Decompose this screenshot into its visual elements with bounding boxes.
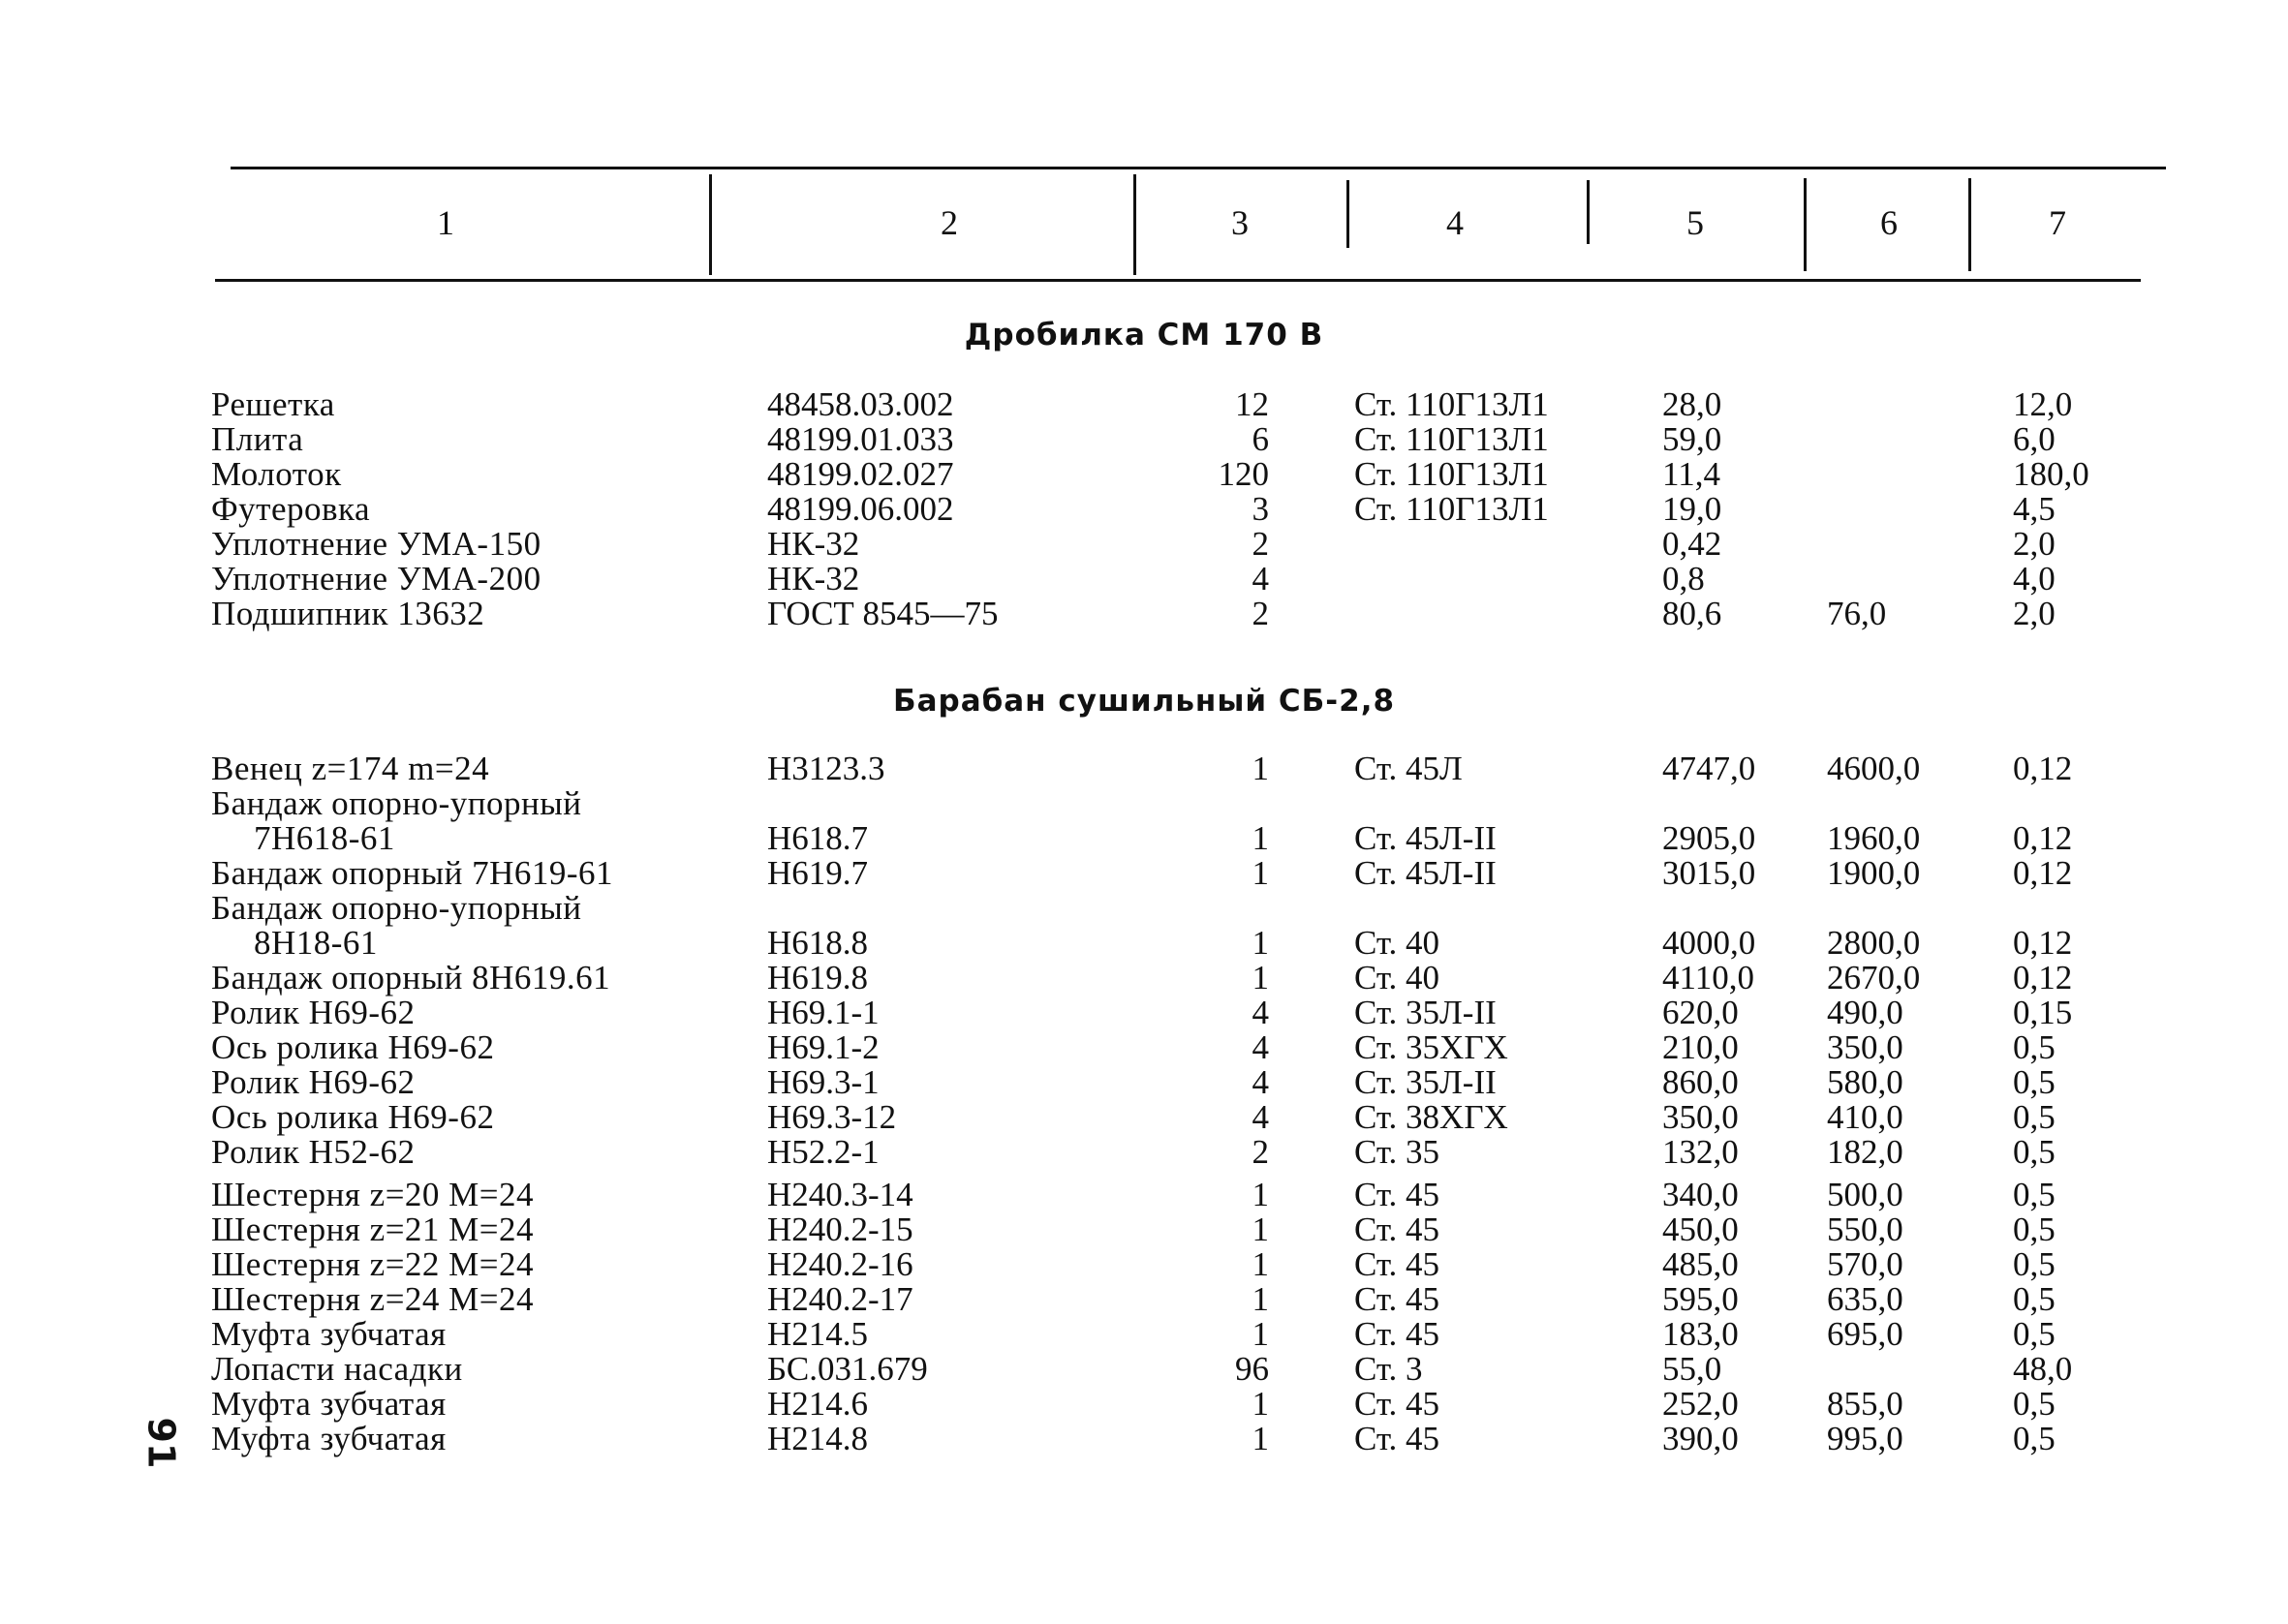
header-separator: [1346, 180, 1349, 248]
mass-cell: 450,0: [1662, 1210, 1739, 1248]
mass-cell: 183,0: [1662, 1315, 1739, 1353]
drawing-number-cell: Н69.1-2: [767, 1028, 880, 1066]
value-col-7-cell: 0,12: [2013, 854, 2073, 892]
drawing-number-cell: 48199.06.002: [767, 490, 954, 528]
table-row: [0, 1282, 2288, 1317]
value-col-7-cell: 6,0: [2013, 420, 2056, 458]
value-col-7-cell: 0,5: [2013, 1420, 2056, 1457]
mass-cell: 55,0: [1662, 1350, 1722, 1388]
quantity-cell: 1: [1252, 1245, 1269, 1283]
table-row: [0, 821, 2288, 856]
drawing-number-cell: Н618.7: [767, 819, 869, 857]
mass-cell: 340,0: [1662, 1176, 1739, 1213]
value-col-6-cell: 855,0: [1827, 1385, 1903, 1423]
table-row: [0, 422, 2288, 457]
quantity-cell: 1: [1252, 854, 1269, 892]
value-col-6-cell: 695,0: [1827, 1315, 1903, 1353]
drawing-number-cell: Н69.3-1: [767, 1063, 880, 1101]
mass-cell: 620,0: [1662, 994, 1739, 1031]
drawing-number-cell: Н214.8: [767, 1420, 869, 1457]
material-cell: Ст. 45: [1354, 1280, 1440, 1318]
value-col-7-cell: 0,5: [2013, 1210, 2056, 1248]
header-separator: [1587, 180, 1590, 244]
header-col-1: 1: [437, 203, 454, 242]
value-col-6-cell: 490,0: [1827, 994, 1903, 1031]
value-col-7-cell: 4,0: [2013, 560, 2056, 598]
part-name-cell: 8Н18-61: [254, 924, 378, 962]
part-name-cell: Ось ролика Н69-62: [211, 1028, 495, 1066]
table-row: [0, 387, 2288, 422]
drawing-number-cell: Н69.3-12: [767, 1098, 897, 1136]
value-col-7-cell: 0,5: [2013, 1280, 2056, 1318]
material-cell: Ст. 110Г13Л1: [1354, 420, 1549, 458]
header-col-2: 2: [941, 203, 958, 242]
drawing-number-cell: Н214.6: [767, 1385, 869, 1423]
value-col-7-cell: 0,5: [2013, 1098, 2056, 1136]
value-col-6-cell: 76,0: [1827, 595, 1887, 632]
part-name-cell: Шестерня z=24 М=24: [211, 1280, 535, 1318]
drawing-number-cell: БС.031.679: [767, 1350, 928, 1388]
part-name-cell: Ось ролика Н69-62: [211, 1098, 495, 1136]
quantity-cell: 1: [1252, 1280, 1269, 1318]
value-col-6-cell: 2670,0: [1827, 959, 1921, 996]
mass-cell: 595,0: [1662, 1280, 1739, 1318]
value-col-7-cell: 0,5: [2013, 1133, 2056, 1171]
drawing-number-cell: Н240.2-17: [767, 1280, 913, 1318]
material-cell: Ст. 35Л-II: [1354, 994, 1497, 1031]
value-col-6-cell: 350,0: [1827, 1028, 1903, 1066]
value-col-7-cell: 180,0: [2013, 455, 2089, 493]
material-cell: Ст. 40: [1354, 924, 1440, 962]
part-name-cell: Лопасти насадки: [211, 1350, 463, 1388]
value-col-6-cell: 570,0: [1827, 1245, 1903, 1283]
part-name-cell: 7Н618-61: [254, 819, 395, 857]
value-col-7-cell: 0,12: [2013, 750, 2073, 787]
mass-cell: 59,0: [1662, 420, 1722, 458]
quantity-cell: 2: [1252, 1133, 1269, 1171]
value-col-7-cell: 0,5: [2013, 1385, 2056, 1423]
table-row: [0, 891, 2288, 926]
mass-cell: 0,42: [1662, 525, 1722, 563]
material-cell: Ст. 3: [1354, 1350, 1423, 1388]
material-cell: Ст. 45: [1354, 1385, 1440, 1423]
material-cell: Ст. 40: [1354, 959, 1440, 996]
table-row: [0, 1065, 2288, 1100]
quantity-cell: 2: [1252, 525, 1269, 563]
table-row: [0, 457, 2288, 492]
mass-cell: 19,0: [1662, 490, 1722, 528]
quantity-cell: 12: [1235, 385, 1269, 423]
mass-cell: 252,0: [1662, 1385, 1739, 1423]
table-row: [0, 1387, 2288, 1422]
value-col-6-cell: 995,0: [1827, 1420, 1903, 1457]
value-col-6-cell: 182,0: [1827, 1133, 1903, 1171]
part-name-cell: Муфта зубчатая: [211, 1315, 447, 1353]
header-separator: [1804, 178, 1807, 271]
value-col-7-cell: 2,0: [2013, 595, 2056, 632]
value-col-7-cell: 0,12: [2013, 924, 2073, 962]
drawing-number-cell: Н240.2-15: [767, 1210, 913, 1248]
drawing-number-cell: 48199.01.033: [767, 420, 954, 458]
part-name-cell: Шестерня z=22 М=24: [211, 1245, 535, 1283]
table-row: [0, 1317, 2288, 1352]
mass-cell: 4747,0: [1662, 750, 1756, 787]
material-cell: Ст. 110Г13Л1: [1354, 490, 1549, 528]
material-cell: Ст. 45: [1354, 1420, 1440, 1457]
quantity-cell: 1: [1252, 959, 1269, 996]
value-col-7-cell: 48,0: [2013, 1350, 2073, 1388]
mass-cell: 485,0: [1662, 1245, 1739, 1283]
value-col-7-cell: 0,5: [2013, 1028, 2056, 1066]
drawing-number-cell: НК-32: [767, 560, 860, 598]
value-col-6-cell: 500,0: [1827, 1176, 1903, 1213]
section-title-crusher: Дробилка СМ 170 В: [964, 318, 1324, 352]
header-col-4: 4: [1446, 203, 1464, 242]
table-row: [0, 1100, 2288, 1135]
value-col-6-cell: 2800,0: [1827, 924, 1921, 962]
quantity-cell: 1: [1252, 750, 1269, 787]
header-col-5: 5: [1686, 203, 1704, 242]
drawing-number-cell: Н3123.3: [767, 750, 885, 787]
material-cell: Ст. 45Л: [1354, 750, 1463, 787]
part-name-cell: Футеровка: [211, 490, 371, 528]
part-name-cell: Бандаж опорный 7Н619-61: [211, 854, 614, 892]
part-name-cell: Ролик Н69-62: [211, 1063, 416, 1101]
value-col-7-cell: 12,0: [2013, 385, 2073, 423]
value-col-7-cell: 0,12: [2013, 959, 2073, 996]
table-row: [0, 926, 2288, 961]
part-name-cell: Ролик Н69-62: [211, 994, 416, 1031]
table-row: [0, 961, 2288, 996]
mass-cell: 860,0: [1662, 1063, 1739, 1101]
drawing-number-cell: Н214.5: [767, 1315, 869, 1353]
table-row: [0, 562, 2288, 597]
material-cell: Ст. 110Г13Л1: [1354, 455, 1549, 493]
material-cell: Ст. 45: [1354, 1176, 1440, 1213]
drawing-number-cell: Н619.7: [767, 854, 869, 892]
value-col-6-cell: 635,0: [1827, 1280, 1903, 1318]
material-cell: Ст. 45Л-II: [1354, 819, 1497, 857]
material-cell: Ст. 35Л-II: [1354, 1063, 1497, 1101]
table-row: [0, 1135, 2288, 1170]
value-col-7-cell: 2,0: [2013, 525, 2056, 563]
header-separator: [1968, 178, 1971, 271]
value-col-7-cell: 0,5: [2013, 1176, 2056, 1213]
material-cell: Ст. 45: [1354, 1315, 1440, 1353]
mass-cell: 0,8: [1662, 560, 1705, 598]
quantity-cell: 1: [1252, 1176, 1269, 1213]
value-col-7-cell: 0,5: [2013, 1315, 2056, 1353]
mass-cell: 4110,0: [1662, 959, 1754, 996]
header-col-6: 6: [1880, 203, 1898, 242]
header-separator: [709, 174, 712, 275]
quantity-cell: 1: [1252, 1420, 1269, 1457]
table-header-rule: [215, 279, 2141, 282]
part-name-cell: Муфта зубчатая: [211, 1385, 447, 1423]
part-name-cell: Молоток: [211, 455, 342, 493]
table-row: [0, 1247, 2288, 1282]
quantity-cell: 1: [1252, 1210, 1269, 1248]
drawing-number-cell: Н240.3-14: [767, 1176, 913, 1213]
quantity-cell: 4: [1252, 1028, 1269, 1066]
mass-cell: 28,0: [1662, 385, 1722, 423]
value-col-7-cell: 0,15: [2013, 994, 2073, 1031]
drawing-number-cell: Н69.1-1: [767, 994, 880, 1031]
header-separator: [1133, 174, 1136, 275]
header-col-3: 3: [1231, 203, 1249, 242]
section-title-dryer-drum: Барабан сушильный СБ-2,8: [892, 684, 1396, 719]
mass-cell: 350,0: [1662, 1098, 1739, 1136]
table-row: [0, 1178, 2288, 1212]
header-col-7: 7: [2049, 203, 2066, 242]
drawing-number-cell: Н240.2-16: [767, 1245, 913, 1283]
table-row: [0, 1030, 2288, 1065]
table-top-rule: [231, 167, 2166, 169]
drawing-number-cell: Н619.8: [767, 959, 869, 996]
quantity-cell: 4: [1252, 1098, 1269, 1136]
value-col-6-cell: 550,0: [1827, 1210, 1903, 1248]
table-row: [0, 856, 2288, 891]
value-col-6-cell: 410,0: [1827, 1098, 1903, 1136]
quantity-cell: 120: [1218, 455, 1269, 493]
material-cell: Ст. 45Л-II: [1354, 854, 1497, 892]
quantity-cell: 4: [1252, 560, 1269, 598]
mass-cell: 210,0: [1662, 1028, 1739, 1066]
part-name-cell: Шестерня z=20 М=24: [211, 1176, 535, 1213]
drawing-number-cell: ГОСТ 8545—75: [767, 595, 999, 632]
quantity-cell: 1: [1252, 924, 1269, 962]
table-row: [0, 1212, 2288, 1247]
mass-cell: 3015,0: [1662, 854, 1756, 892]
drawing-number-cell: НК-32: [767, 525, 860, 563]
mass-cell: 11,4: [1662, 455, 1720, 493]
material-cell: Ст. 45: [1354, 1210, 1440, 1248]
material-cell: Ст. 35ХГХ: [1354, 1028, 1508, 1066]
value-col-7-cell: 0,5: [2013, 1063, 2056, 1101]
part-name-cell: Подшипник 13632: [211, 595, 485, 632]
drawing-number-cell: 48199.02.027: [767, 455, 954, 493]
value-col-7-cell: 4,5: [2013, 490, 2056, 528]
quantity-cell: 1: [1252, 819, 1269, 857]
quantity-cell: 1: [1252, 1315, 1269, 1353]
table-row: [0, 786, 2288, 821]
value-col-7-cell: 0,12: [2013, 819, 2073, 857]
quantity-cell: 6: [1252, 420, 1269, 458]
part-name-cell: Бандаж опорно-упорный: [211, 889, 582, 927]
table-row: [0, 597, 2288, 631]
part-name-cell: Плита: [211, 420, 304, 458]
material-cell: Ст. 38ХГХ: [1354, 1098, 1508, 1136]
part-name-cell: Венец z=174 m=24: [211, 750, 490, 787]
material-cell: Ст. 45: [1354, 1245, 1440, 1283]
part-name-cell: Уплотнение УМА-150: [211, 525, 541, 563]
quantity-cell: 3: [1252, 490, 1269, 528]
drawing-number-cell: Н52.2-1: [767, 1133, 880, 1171]
material-cell: Ст. 35: [1354, 1133, 1440, 1171]
value-col-6-cell: 1960,0: [1827, 819, 1921, 857]
drawing-number-cell: 48458.03.002: [767, 385, 954, 423]
mass-cell: 2905,0: [1662, 819, 1756, 857]
mass-cell: 80,6: [1662, 595, 1722, 632]
quantity-cell: 4: [1252, 994, 1269, 1031]
quantity-cell: 2: [1252, 595, 1269, 632]
drawing-number-cell: Н618.8: [767, 924, 869, 962]
value-col-6-cell: 4600,0: [1827, 750, 1921, 787]
value-col-6-cell: 1900,0: [1827, 854, 1921, 892]
quantity-cell: 96: [1235, 1350, 1269, 1388]
part-name-cell: Бандаж опорный 8Н619.61: [211, 959, 611, 996]
mass-cell: 132,0: [1662, 1133, 1739, 1171]
table-row: [0, 1352, 2288, 1387]
value-col-7-cell: 0,5: [2013, 1245, 2056, 1283]
material-cell: Ст. 110Г13Л1: [1354, 385, 1549, 423]
table-row: [0, 751, 2288, 786]
part-name-cell: Уплотнение УМА-200: [211, 560, 541, 598]
quantity-cell: 4: [1252, 1063, 1269, 1101]
page-number: 91: [139, 1417, 183, 1469]
part-name-cell: Бандаж опорно-упорный: [211, 784, 582, 822]
value-col-6-cell: 580,0: [1827, 1063, 1903, 1101]
table-row: [0, 996, 2288, 1030]
part-name-cell: Ролик Н52-62: [211, 1133, 416, 1171]
part-name-cell: Решетка: [211, 385, 335, 423]
part-name-cell: Муфта зубчатая: [211, 1420, 447, 1457]
table-row: [0, 1422, 2288, 1456]
part-name-cell: Шестерня z=21 М=24: [211, 1210, 535, 1248]
table-row: [0, 492, 2288, 527]
table-row: [0, 527, 2288, 562]
mass-cell: 390,0: [1662, 1420, 1739, 1457]
quantity-cell: 1: [1252, 1385, 1269, 1423]
mass-cell: 4000,0: [1662, 924, 1756, 962]
